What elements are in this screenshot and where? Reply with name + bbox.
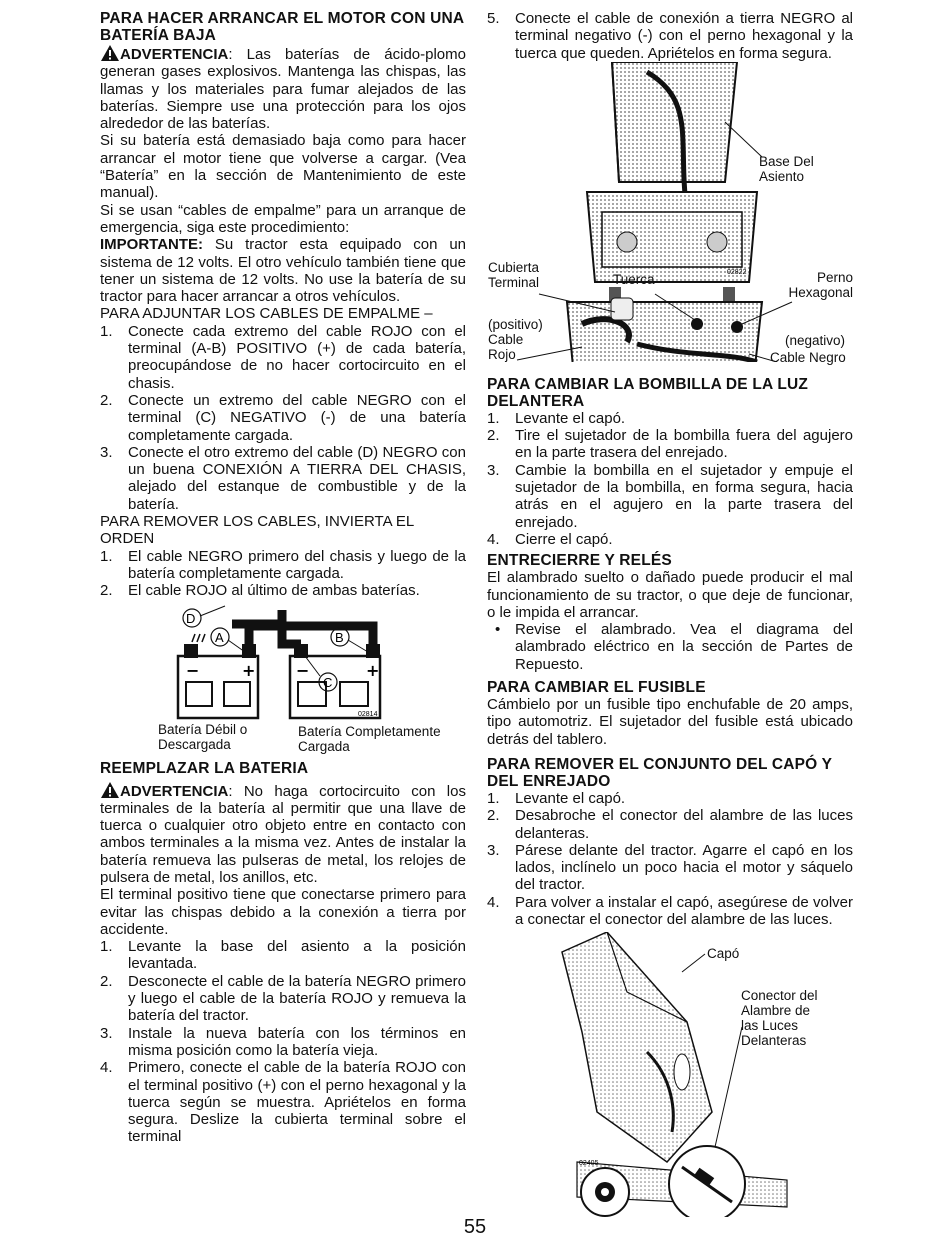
label-b: B (335, 629, 344, 645)
section-title-replace-battery: REEMPLAZAR LA BATERIA (100, 759, 309, 777)
label-negative: (negativo) (785, 332, 846, 348)
hood-fig-code: 02405 (579, 1160, 599, 1168)
label-seat-base: Base Del Asiento (759, 153, 814, 184)
paragraph-positive-first: El terminal positivo tiene que conectarse primero para evitar las chispas debido a la conexión a tierra por accidente. (100, 886, 466, 938)
warning-text: : Las baterías de ácido-plomo generan gases explosivos. Mantenga las chispas, las llamas y los materiales para fumar alejados de las baterías. Siempre use una protección para los ojos alrededor de las baterías. (100, 46, 466, 133)
paragraph-recharge: Si su batería está demasiado baja como para hacer arrancar el motor tiene que volverse a cargar. (Vea “Batería” en la sección de Mantenimiento de este manual). (100, 132, 466, 202)
label-a: A (215, 629, 224, 645)
replace-steps-continued (487, 10, 853, 62)
warning-paragraph-2 (100, 781, 466, 887)
battery-fig-code: 02822 (727, 268, 747, 276)
left-column (100, 10, 466, 1146)
list-item: 2. Desconecte el cable de la batería NEGRO primero y luego el cable de la batería ROJO y remueva la batería del tractor. (100, 972, 466, 1025)
list-item: 5. Conecte el cable de conexión a tierra NEGRO al terminal negativo (-) con el perno hexagonal y la tuerca que queden. Apriételos en forma segura. (487, 10, 853, 62)
hood-figure (487, 932, 853, 1217)
list-item: 2. Conecte un extremo del cable NEGRO con el terminal (C) NEGATIVO (-) de una batería completamente cargada. (100, 391, 466, 444)
list-item: 4. Cierre el capó. (487, 530, 613, 548)
important-label: IMPORTANTE: (100, 236, 204, 254)
svg-text:−: − (296, 660, 310, 680)
section-title-jump-start: PARA HACER ARRANCAR EL MOTOR CON UNA BATERÍA BAJA (100, 10, 464, 44)
list-item: 1. Levante el capó. (487, 789, 626, 807)
label-d: D (186, 610, 196, 626)
important-text: Su tractor esta equipado con un sistema de 12 volts. El otro vehículo también tiene que tener un sistema de 12 volts. No use la batería de su tractor para hacer arrancar a otros vehículos. (100, 236, 466, 306)
attach-steps (100, 323, 466, 513)
replace-steps (100, 938, 466, 1146)
caption-charged-battery: Batería Completamente Cargada (298, 723, 441, 754)
label-headlight-connector: Conector del Alambre de las Luces Delanteras (741, 988, 818, 1049)
page-number: 55 (463, 1216, 487, 1238)
caption-weak-battery: Batería Débil o Descargada (158, 721, 248, 752)
list-item: 3. Instale la nueva batería con los términos en misma posición como la batería vieja. (100, 1024, 466, 1059)
hood-figure-svg (487, 932, 853, 1217)
paragraph-jumper: Si se usan “cables de empalme” para un arranque de emergencia, siga este procedimiento: (100, 201, 466, 236)
list-item: 4. Para volver a instalar el capó, asegúrese de volver a conectar el conector del alambre de las luces. (487, 893, 853, 929)
hood-steps (487, 790, 853, 928)
list-item: 1. Levante la base del asiento a la posición levantada. (100, 938, 466, 973)
warning-label: ADVERTENCIA (120, 782, 229, 800)
battery-install-figure (487, 62, 853, 365)
svg-text:+: + (242, 660, 256, 680)
warning-triangle-icon (100, 781, 120, 799)
label-red-cable: (positivo) Cable Rojo (488, 316, 543, 362)
svg-text:−: − (186, 660, 200, 680)
list-item: 3. Conecte el otro extremo del cable (D) NEGRO con un buena CONEXIÓN A TIERRA DEL CHASIS, alejado del estanque de combustible y de la batería. (100, 443, 466, 513)
jumper-cable-diagram (100, 604, 466, 754)
paragraph-wiring: El alambrado suelto o dañado puede producir el mal funcionamiento de su tractor, o que deje de funcionar, o le impida el arrancar. (487, 569, 853, 621)
warning-triangle-icon (100, 44, 120, 62)
headlight-steps (487, 410, 853, 548)
label-c: C (323, 674, 333, 690)
label-hood: Capó (707, 946, 740, 962)
paragraph-fuse: Cámbielo por un fusible tipo enchufable de 20 amps, tipo automotriz. El sujetador del fusible está ubicado detrás del tablero. (487, 696, 853, 748)
right-column (487, 10, 853, 1217)
section-title-hood: PARA REMOVER EL CONJUNTO DEL CAPÓ Y DEL ENREJADO (487, 755, 832, 790)
diagram-code: 02814 (358, 710, 378, 718)
remove-heading: PARA REMOVER LOS CABLES, INVIERTA EL ORDEN (100, 513, 414, 548)
wiring-bullets (487, 621, 853, 673)
label-black-cable: Cable Negro (770, 349, 846, 365)
section-title-interlocks: ENTRECIERRE Y RELÉS (487, 552, 672, 570)
list-item: 2. El cable ROJO al último de ambas baterías. (100, 582, 420, 600)
important-paragraph (100, 236, 466, 305)
warning-text: : No haga cortocircuito con los terminales de la batería al permitir que una llave de tuerca o cualquier otro objeto entre en contacto con ambos terminales a la misma vez. Antes de instalar la batería remueva las pulseras de metal, los relojes de pulsera de metal, los anillos, etc. (100, 782, 466, 886)
list-item: 3. Cambie la bombilla en el sujetador y empuje el sujetador de la bombilla, en forma segura, hacia atrás en el agujero en la parte trasera del enrejado. (487, 461, 853, 531)
list-item: 1. El cable NEGRO primero del chasis y luego de la batería completamente cargada. (100, 547, 466, 582)
warning-label: ADVERTENCIA (120, 46, 229, 63)
list-item: • Revise el alambrado. Vea el diagrama del alambrado eléctrico en la sección de Partes de Repuesto. (495, 621, 853, 673)
list-item: 2. Desabroche el conector del alambre de las luces delanteras. (487, 807, 853, 842)
list-item: 1. Levante el capó. (487, 409, 626, 427)
remove-steps (100, 548, 466, 600)
list-item: 4. Primero, conecte el cable de la batería ROJO con el terminal positivo (+) con el perno hexagonal y la tuerca según se muestra. Apriételos en forma segura. Deslize la cubierta terminal sobre el terminal (100, 1059, 466, 1146)
warning-paragraph (100, 44, 466, 132)
svg-text:+: + (366, 660, 380, 680)
section-title-fuse: PARA CAMBIAR EL FUSIBLE (487, 679, 706, 697)
attach-heading: PARA ADJUNTAR LOS CABLES DE EMPALME – (100, 305, 433, 323)
label-terminal-cover: Cubierta Terminal (488, 259, 540, 290)
label-hex-bolt: Perno Hexagonal (788, 269, 853, 300)
list-item: 2. Tire el sujetador de la bombilla fuera del agujero en la parte trasera del enrejado. (487, 427, 853, 462)
list-item: 3. Párese delante del tractor. Agarre el capó en los lados, inclínelo un poco hacia el motor y sáquelo del tractor. (487, 841, 853, 894)
section-title-headlight: PARA CAMBIAR LA BOMBILLA DE LA LUZ DELANTERA (487, 375, 809, 410)
label-nut: Tuerca (613, 271, 655, 287)
list-item: 1. Conecte cada extremo del cable ROJO con el terminal (A-B) POSITIVO (+) de cada batería, preocupándose de no hacer cortocircuito en el chasis. (100, 322, 466, 392)
